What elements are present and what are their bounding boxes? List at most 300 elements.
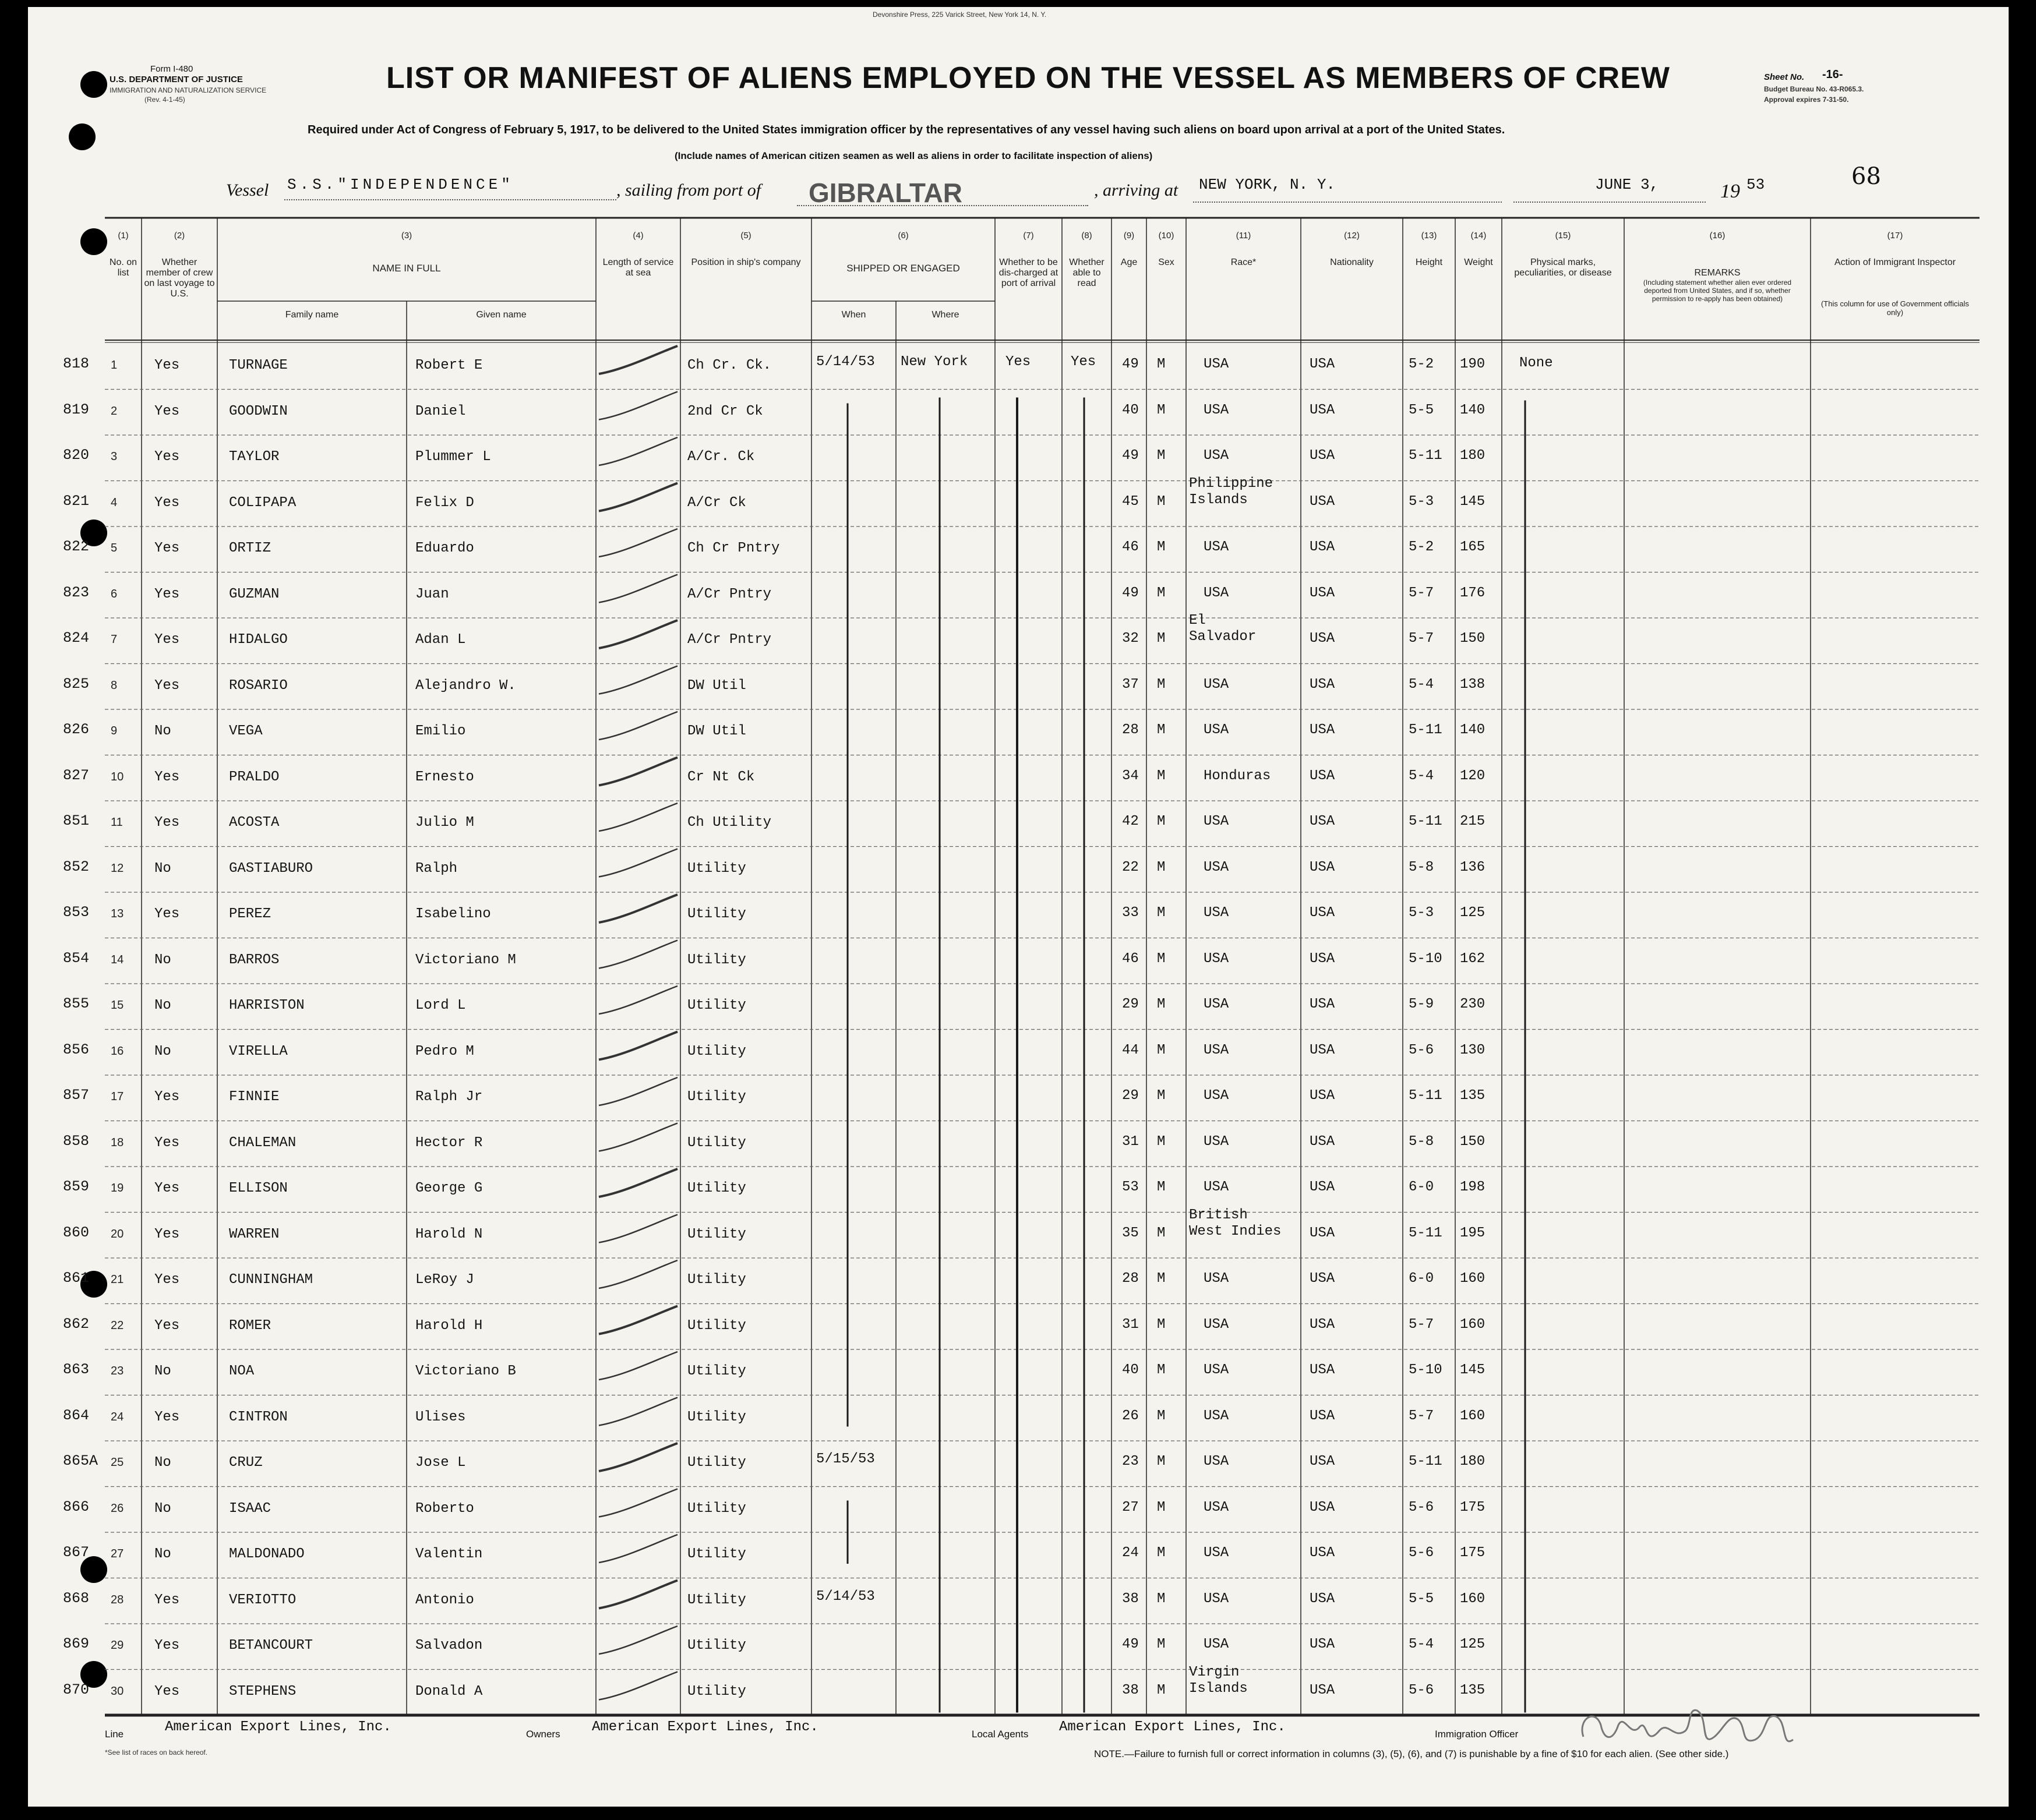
height: 5-3 — [1409, 493, 1434, 510]
position: Utility — [687, 952, 746, 968]
weight: 145 — [1460, 1362, 1485, 1378]
crew-last-voyage: No — [154, 952, 171, 968]
column-header: Position in ship's company — [691, 257, 801, 267]
position: Utility — [687, 1226, 746, 1242]
sex: M — [1157, 1454, 1166, 1469]
family-name: CRUZ — [229, 1455, 263, 1471]
race: USA — [1204, 539, 1229, 555]
list-number: 860 — [63, 1224, 90, 1241]
race: USA — [1204, 1545, 1229, 1561]
height: 5-10 — [1409, 1362, 1442, 1378]
shipped-when: 5/14/53 — [816, 354, 875, 370]
weight: 150 — [1460, 631, 1485, 646]
column-number: (10) — [1158, 231, 1174, 241]
family-name: COLIPAPA — [229, 494, 297, 511]
height: 5-11 — [1409, 1225, 1442, 1241]
position: Utility — [687, 1409, 746, 1425]
service-length-mark — [599, 575, 678, 603]
race: USA — [1204, 1408, 1229, 1424]
age: 49 — [1122, 356, 1139, 372]
given-name: Ernesto — [415, 769, 474, 785]
height: 5-4 — [1409, 676, 1434, 692]
given-name: Emilio — [415, 723, 466, 739]
family-name: WARREN — [229, 1226, 280, 1242]
nationality: USA — [1310, 1682, 1335, 1698]
family-name: MALDONADO — [229, 1546, 305, 1562]
publisher-line: Devonshire Press, 225 Varick Street, New York 14, N. Y. — [873, 10, 1047, 19]
family-name: BETANCOURT — [229, 1638, 313, 1653]
shipped-when: 5/14/53 — [816, 1588, 875, 1605]
given-name: Roberto — [415, 1500, 474, 1517]
weight: 160 — [1460, 1271, 1485, 1287]
nationality: USA — [1310, 585, 1335, 601]
race: USA — [1204, 1042, 1229, 1058]
crew-last-voyage: No — [154, 723, 171, 739]
family-name: FINNIE — [229, 1089, 280, 1105]
family-name: NOA — [229, 1363, 255, 1379]
height: 5-11 — [1409, 1088, 1442, 1104]
row-number: 11 — [111, 816, 123, 829]
sex: M — [1157, 1179, 1166, 1195]
arriving-label: , arriving at — [1094, 181, 1178, 200]
position: DW Util — [687, 677, 746, 694]
sex: M — [1157, 1316, 1166, 1333]
row-number: 5 — [111, 542, 118, 554]
form-revision: (Rev. 4-1-45) — [144, 96, 185, 104]
family-name: GOODWIN — [229, 403, 288, 419]
weight: 140 — [1460, 722, 1485, 738]
column-number: (7) — [1023, 231, 1034, 241]
crew-last-voyage: Yes — [154, 769, 180, 785]
given-name: Ralph Jr — [415, 1089, 483, 1105]
weight: 125 — [1460, 1637, 1485, 1652]
column-header: NAME IN FULL — [372, 263, 441, 274]
sex: M — [1157, 1271, 1166, 1287]
nationality: USA — [1310, 1225, 1335, 1241]
shipped-where: New York — [901, 354, 968, 370]
family-name: ROSARIO — [229, 677, 288, 694]
list-number: 822 — [63, 538, 90, 555]
race: British — [1189, 1207, 1248, 1223]
list-number: 868 — [63, 1589, 90, 1607]
sex: M — [1157, 768, 1166, 784]
sex: M — [1157, 1637, 1166, 1652]
height: 5-10 — [1409, 950, 1442, 967]
column-header: Nationality — [1330, 257, 1374, 267]
row-number: 26 — [111, 1501, 124, 1515]
discharged: Yes — [1005, 354, 1031, 370]
height: 5-4 — [1409, 1637, 1434, 1652]
column-header: Race* — [1230, 257, 1257, 267]
race: Honduras — [1204, 768, 1271, 784]
service-length-mark — [599, 849, 678, 877]
service-length-mark — [599, 1077, 678, 1105]
crew-last-voyage: Yes — [154, 1181, 180, 1196]
crew-last-voyage: Yes — [154, 586, 180, 602]
given-name: Julio M — [415, 815, 474, 831]
age: 53 — [1122, 1179, 1139, 1195]
given-name: Victoriano B — [415, 1363, 516, 1379]
service-length-mark — [599, 666, 678, 694]
vessel-name: S.S."INDEPENDENCE" — [287, 176, 514, 193]
height: 5-7 — [1409, 1408, 1434, 1424]
service-length-mark — [599, 483, 678, 511]
race: USA — [1204, 859, 1229, 875]
sex: M — [1157, 676, 1166, 692]
service-length-mark — [599, 1123, 678, 1151]
column-number: (15) — [1555, 231, 1571, 241]
nationality: USA — [1310, 950, 1335, 967]
given-name: Isabelino — [415, 906, 491, 922]
race: USA — [1204, 1133, 1229, 1150]
column-subheader-remarks: (Including statement whether alien ever ordered deported from United States, and if so, whether permission to re-apply has been obtained) — [1643, 278, 1792, 303]
crew-last-voyage: Yes — [154, 1683, 180, 1699]
sheet-number: -16- — [1822, 68, 1843, 81]
given-name: Harold N — [415, 1226, 483, 1242]
age: 34 — [1122, 768, 1139, 784]
budget-bureau: Budget Bureau No. 43-R065.3. — [1764, 85, 1864, 93]
crew-last-voyage: Yes — [154, 677, 180, 694]
approval-expiry: Approval expires 7-31-50. — [1764, 96, 1849, 104]
service-length-mark — [599, 1672, 678, 1700]
nationality: USA — [1310, 996, 1335, 1012]
family-name: ISAAC — [229, 1500, 271, 1517]
list-number: 870 — [63, 1681, 90, 1698]
sex: M — [1157, 448, 1166, 464]
sex: M — [1157, 996, 1166, 1012]
row-number: 25 — [111, 1456, 124, 1469]
height: 5-9 — [1409, 996, 1434, 1012]
age: 27 — [1122, 1499, 1139, 1515]
weight: 160 — [1460, 1316, 1485, 1333]
row-number: 9 — [111, 725, 118, 737]
sex: M — [1157, 1133, 1166, 1150]
age: 33 — [1122, 905, 1139, 921]
service-length-mark — [599, 1398, 678, 1426]
nationality: USA — [1310, 1271, 1335, 1287]
row-number: 1 — [111, 359, 118, 372]
nationality: USA — [1310, 1499, 1335, 1515]
crew-last-voyage: Yes — [154, 540, 180, 556]
weight: 135 — [1460, 1088, 1485, 1104]
race: USA — [1204, 676, 1229, 692]
line-value: American Export Lines, Inc. — [165, 1719, 391, 1735]
sex: M — [1157, 493, 1166, 510]
column-number: (3) — [401, 231, 412, 241]
weight: 136 — [1460, 859, 1485, 875]
column-header: SHIPPED OR ENGAGED — [846, 263, 960, 274]
position: Ch Utility — [687, 815, 772, 831]
sex: M — [1157, 1591, 1166, 1607]
list-number: 821 — [63, 492, 90, 510]
nationality: USA — [1310, 1133, 1335, 1150]
service-length-mark — [599, 986, 678, 1014]
family-name: ROMER — [229, 1317, 271, 1334]
nationality: USA — [1310, 631, 1335, 646]
family-name: STEPHENS — [229, 1683, 297, 1699]
height: 5-5 — [1409, 402, 1434, 418]
form-subtitle-note: (Include names of American citizen seamen as well as aliens in order to facilitate inspection of aliens) — [675, 150, 1153, 161]
row-number: 14 — [111, 953, 124, 966]
given-name: Alejandro W. — [415, 677, 516, 694]
nationality: USA — [1310, 1454, 1335, 1469]
column-number: (16) — [1709, 231, 1726, 241]
family-name: CINTRON — [229, 1409, 288, 1425]
service-length-mark — [599, 1626, 678, 1654]
position: Utility — [687, 1135, 746, 1151]
age: 28 — [1122, 1271, 1139, 1287]
agents-value: American Export Lines, Inc. — [1059, 1719, 1286, 1735]
weight: 135 — [1460, 1682, 1485, 1698]
height: 5-6 — [1409, 1499, 1434, 1515]
list-number: 869 — [63, 1635, 90, 1652]
list-number: 865A — [63, 1453, 98, 1469]
list-number: 861 — [63, 1270, 90, 1287]
column-number: (8) — [1081, 231, 1092, 241]
given-name: Juan — [415, 586, 449, 602]
race: USA — [1204, 1454, 1229, 1469]
sex: M — [1157, 950, 1166, 967]
position: 2nd Cr Ck — [687, 403, 763, 419]
family-name: PRALDO — [229, 769, 280, 785]
form-subtitle: Required under Act of Congress of February 5, 1917, to be delivered to the United States immigration officer by the representatives of any vessel having such aliens on board upon arrival at a port of the United States. — [308, 123, 1505, 136]
weight: 195 — [1460, 1225, 1485, 1241]
crew-last-voyage: Yes — [154, 1317, 180, 1334]
age: 46 — [1122, 539, 1139, 555]
family-name: ACOSTA — [229, 815, 280, 831]
list-number: 858 — [63, 1132, 90, 1150]
list-number: 857 — [63, 1087, 90, 1104]
column-subheader-where: Where — [931, 310, 959, 320]
crew-last-voyage: Yes — [154, 494, 180, 511]
given-name: LeRoy J — [415, 1272, 474, 1288]
sex: M — [1157, 722, 1166, 738]
position: Utility — [687, 1546, 746, 1562]
age: 29 — [1122, 1088, 1139, 1104]
age: 38 — [1122, 1682, 1139, 1698]
list-number: 818 — [63, 355, 90, 372]
weight: 215 — [1460, 814, 1485, 829]
arrival-port: NEW YORK, N. Y. — [1199, 176, 1336, 193]
column-number: (6) — [898, 231, 909, 241]
given-name: Antonio — [415, 1592, 474, 1608]
column-header: Age — [1120, 257, 1138, 267]
row-number: 22 — [111, 1319, 124, 1332]
service-length-mark — [599, 803, 678, 831]
position: Utility — [687, 1638, 746, 1653]
age: 29 — [1122, 996, 1139, 1012]
service-length-mark — [599, 346, 678, 374]
nationality: USA — [1310, 402, 1335, 418]
race: USA — [1204, 402, 1229, 418]
position: Utility — [687, 1592, 746, 1608]
given-name: Robert E — [415, 358, 483, 373]
given-name: George G — [415, 1181, 483, 1196]
row-number: 4 — [111, 496, 118, 509]
departure-port: GIBRALTAR — [809, 178, 963, 208]
given-name: Salvadon — [415, 1638, 483, 1653]
list-number: 852 — [63, 858, 90, 875]
race: USA — [1204, 1316, 1229, 1333]
service-length-mark — [599, 758, 678, 786]
list-number: 864 — [63, 1406, 90, 1424]
agents-label: Local Agents — [972, 1729, 1029, 1740]
position: Utility — [687, 1317, 746, 1334]
age: 49 — [1122, 585, 1139, 601]
age: 31 — [1122, 1133, 1139, 1150]
age: 40 — [1122, 402, 1139, 418]
race: Islands — [1189, 1680, 1248, 1697]
weight: 180 — [1460, 448, 1485, 464]
physical-marks: None — [1519, 355, 1553, 371]
weight: 175 — [1460, 1545, 1485, 1561]
service-length-mark — [599, 1581, 678, 1609]
height: 5-6 — [1409, 1682, 1434, 1698]
service-length-mark — [599, 1306, 678, 1334]
year: 53 — [1746, 176, 1765, 193]
column-header: Action of Immigrant Inspector — [1834, 257, 1956, 267]
given-name: Daniel — [415, 403, 466, 419]
crew-last-voyage: Yes — [154, 1226, 180, 1242]
family-name: TAYLOR — [229, 449, 280, 465]
race: USA — [1204, 722, 1229, 738]
height: 5-8 — [1409, 859, 1434, 875]
nationality: USA — [1310, 676, 1335, 692]
crew-last-voyage: Yes — [154, 403, 180, 419]
race: Islands — [1189, 492, 1248, 508]
height: 5-3 — [1409, 905, 1434, 921]
race: Philippine — [1189, 475, 1273, 492]
service-length-mark — [599, 895, 678, 923]
position: Utility — [687, 1455, 746, 1471]
service-length-mark — [599, 1032, 678, 1060]
sex: M — [1157, 1088, 1166, 1104]
column-number: (9) — [1123, 231, 1135, 241]
position: Utility — [687, 1043, 746, 1059]
nationality: USA — [1310, 1637, 1335, 1652]
row-number: 18 — [111, 1136, 124, 1149]
nationality: USA — [1310, 722, 1335, 738]
vessel-label: Vessel — [226, 181, 269, 200]
list-number: 856 — [63, 1041, 90, 1058]
position: Utility — [687, 1683, 746, 1699]
race: USA — [1204, 1088, 1229, 1104]
race: Virgin — [1189, 1664, 1240, 1680]
weight: 130 — [1460, 1042, 1485, 1058]
owners-label: Owners — [526, 1729, 560, 1740]
column-header: Sex — [1158, 257, 1174, 267]
row-number: 21 — [111, 1273, 124, 1286]
list-number: 820 — [63, 447, 90, 464]
sex: M — [1157, 1225, 1166, 1241]
age: 24 — [1122, 1545, 1139, 1561]
age: 26 — [1122, 1408, 1139, 1424]
column-subheader-when: When — [841, 310, 866, 320]
age: 49 — [1122, 1637, 1139, 1652]
service-length-mark — [599, 1443, 678, 1471]
height: 5-11 — [1409, 814, 1442, 829]
sex: M — [1157, 1362, 1166, 1378]
service-length-mark — [599, 941, 678, 969]
service-length-mark — [599, 529, 678, 557]
weight: 176 — [1460, 585, 1485, 601]
nationality: USA — [1310, 1042, 1335, 1058]
service-length-mark — [599, 1260, 678, 1288]
crew-last-voyage: No — [154, 1455, 171, 1471]
list-number: 826 — [63, 721, 90, 738]
crew-last-voyage: Yes — [154, 1272, 180, 1288]
nationality: USA — [1310, 814, 1335, 829]
sex: M — [1157, 356, 1166, 372]
given-name: Felix D — [415, 494, 474, 511]
sex: M — [1157, 1682, 1166, 1698]
year-prefix: 19 — [1720, 181, 1740, 202]
nationality: USA — [1310, 1179, 1335, 1195]
race: USA — [1204, 1179, 1229, 1195]
line-label: Line — [105, 1729, 124, 1740]
age: 23 — [1122, 1454, 1139, 1469]
nationality: USA — [1310, 493, 1335, 510]
officer-label: Immigration Officer — [1435, 1729, 1519, 1740]
row-number: 30 — [111, 1684, 124, 1698]
crew-last-voyage: Yes — [154, 449, 180, 465]
row-number: 27 — [111, 1547, 124, 1560]
row-number: 6 — [111, 587, 118, 600]
list-number: 851 — [63, 812, 90, 829]
weight: 150 — [1460, 1133, 1485, 1150]
nationality: USA — [1310, 1362, 1335, 1378]
service: IMMIGRATION AND NATURALIZATION SERVICE — [110, 86, 267, 94]
nationality: USA — [1310, 1088, 1335, 1104]
given-name: Hector R — [415, 1135, 483, 1151]
row-number: 17 — [111, 1090, 124, 1103]
crew-last-voyage: Yes — [154, 358, 180, 373]
list-number: 819 — [63, 401, 90, 418]
height: 5-11 — [1409, 448, 1442, 464]
race: USA — [1204, 585, 1229, 601]
age: 37 — [1122, 676, 1139, 692]
family-name: TURNAGE — [229, 358, 288, 373]
age: 28 — [1122, 722, 1139, 738]
family-name: VERIOTTO — [229, 1592, 297, 1608]
list-number: 855 — [63, 995, 90, 1012]
given-name: Plummer L — [415, 449, 491, 465]
service-length-mark — [599, 392, 678, 420]
race: USA — [1204, 1362, 1229, 1378]
given-name: Ralph — [415, 860, 458, 877]
column-header: Height — [1415, 257, 1443, 267]
given-name: Adan L — [415, 632, 466, 648]
position: A/Cr Ck — [687, 494, 746, 511]
family-name: CHALEMAN — [229, 1135, 297, 1151]
family-name: HIDALGO — [229, 632, 288, 648]
weight: 180 — [1460, 1454, 1485, 1469]
position: A/Cr Pntry — [687, 586, 772, 602]
family-name: GUZMAN — [229, 586, 280, 602]
height: 5-2 — [1409, 356, 1434, 372]
nationality: USA — [1310, 1408, 1335, 1424]
position: DW Util — [687, 723, 746, 739]
row-number: 16 — [111, 1044, 124, 1058]
weight: 230 — [1460, 996, 1485, 1012]
row-number: 13 — [111, 907, 124, 920]
height: 6-0 — [1409, 1271, 1434, 1287]
row-number: 8 — [111, 678, 118, 692]
column-header: Whether member of crew on last voyage to U.S. — [144, 257, 215, 299]
row-number: 15 — [111, 999, 124, 1012]
row-number: 3 — [111, 450, 118, 463]
list-number: 824 — [63, 630, 90, 646]
